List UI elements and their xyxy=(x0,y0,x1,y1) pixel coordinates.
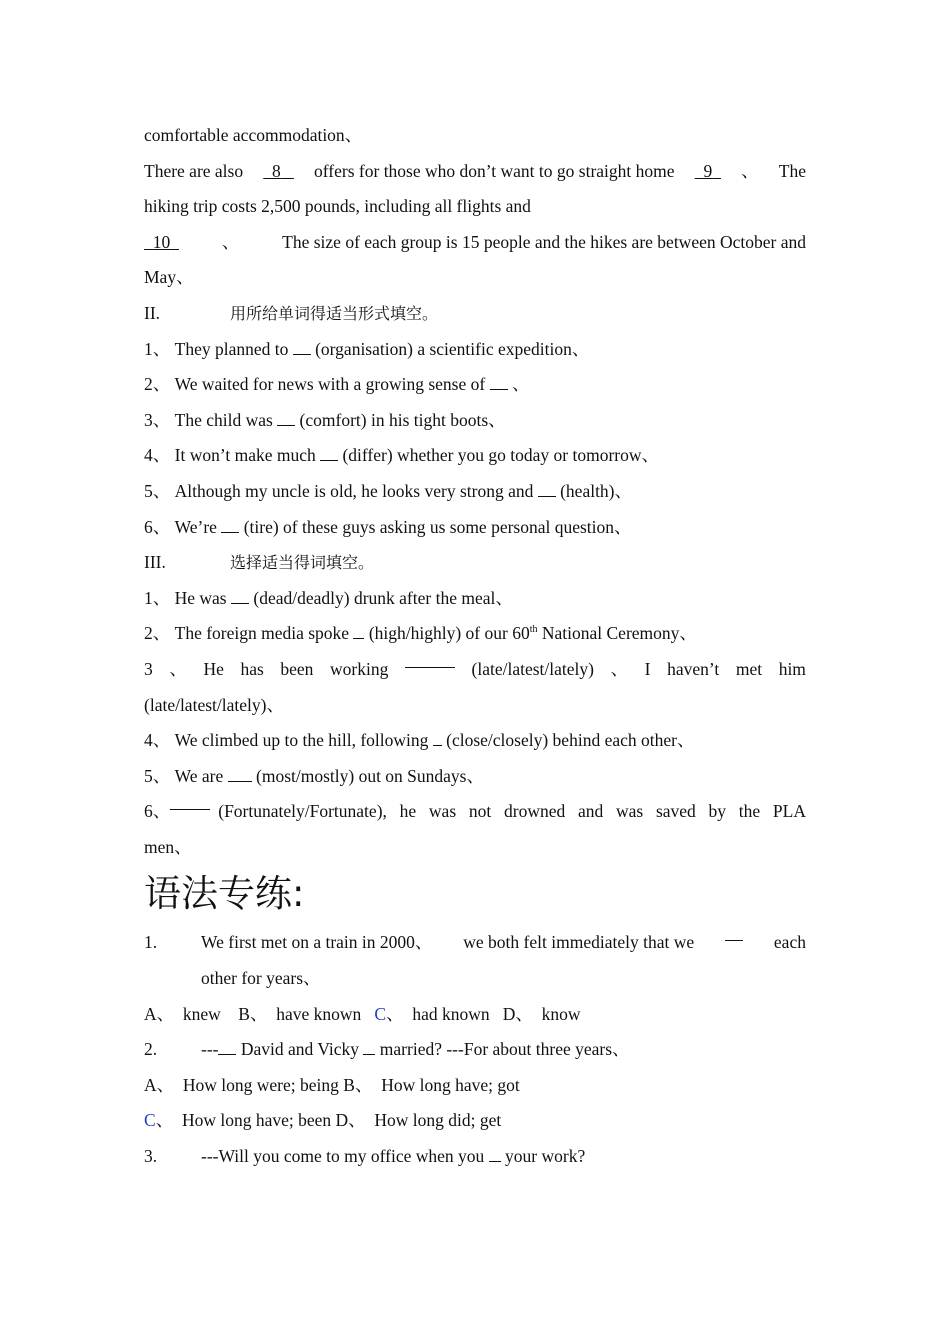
question-2 xyxy=(144,1032,806,1068)
passage-line xyxy=(144,118,806,154)
item-text: working xyxy=(330,658,389,679)
item-text: been xyxy=(280,658,314,679)
item-number: 1、 xyxy=(144,587,171,608)
exercise-item-continued xyxy=(144,688,806,724)
question-number: 1. xyxy=(144,932,158,953)
question-2-options-cd xyxy=(144,1103,806,1139)
item-number: 6、 xyxy=(144,516,171,537)
item-number: 2、 xyxy=(144,374,171,395)
item-text: (organisation) a scientific expedition、 xyxy=(315,338,590,359)
passage-text: May、 xyxy=(144,267,194,288)
item-number: 4、 xyxy=(144,445,171,466)
exercise-item xyxy=(144,794,806,830)
passage-line xyxy=(144,154,806,190)
passage-line xyxy=(144,225,806,261)
section-3-header xyxy=(144,545,806,581)
passage-text: The xyxy=(778,160,806,181)
passage-text: 、 xyxy=(221,231,240,252)
exercise-item xyxy=(144,581,806,617)
item-text: (dead/deadly) drunk after the meal、 xyxy=(253,587,513,608)
passage-line xyxy=(144,260,806,296)
exercise-item xyxy=(144,616,806,652)
answer-blank[interactable] xyxy=(538,481,556,497)
item-number: 3 xyxy=(144,658,153,679)
document-page xyxy=(144,118,806,1175)
item-number: 2、 xyxy=(144,623,171,644)
passage-text: offers for those who don’t want to go straight home xyxy=(314,160,675,181)
item-text: We climbed up to the hill, following xyxy=(174,730,429,751)
exercise-item xyxy=(144,332,806,368)
answer-blank[interactable] xyxy=(725,925,743,941)
answer-blank[interactable] xyxy=(489,1146,501,1162)
question-text: your work? xyxy=(505,1146,586,1167)
question-number: 2. xyxy=(144,1039,158,1060)
question-text: David and Vicky xyxy=(240,1039,360,1060)
question-1 xyxy=(144,925,806,961)
item-text: (late/latest/lately) xyxy=(471,658,594,679)
item-text: (high/highly) of our 60 xyxy=(368,623,530,644)
section-title: 选择适当得词填空。 xyxy=(230,553,375,573)
question-text: we both felt immediately that we xyxy=(463,932,695,953)
item-text: He was xyxy=(174,587,227,608)
section-title: 用所给单词得适当形式填空。 xyxy=(230,303,439,323)
item-text: (Fortunately/Fortunate), he was not drowned and was saved by the PLA xyxy=(218,801,806,822)
passage-line xyxy=(144,189,806,225)
item-text: We’re xyxy=(174,516,217,537)
question-text: other for years、 xyxy=(201,968,321,989)
exercise-item xyxy=(144,403,806,439)
answer-blank[interactable] xyxy=(490,374,508,390)
exercise-item xyxy=(144,474,806,510)
answer-blank[interactable] xyxy=(228,766,252,782)
item-text: National Ceremony、 xyxy=(541,623,697,644)
answer-blank[interactable] xyxy=(405,652,455,668)
item-text: 、 xyxy=(169,658,187,679)
question-2-options-ab xyxy=(144,1068,806,1104)
question-3 xyxy=(144,1139,806,1175)
exercise-item xyxy=(144,759,806,795)
item-text: We waited for news with a growing sense of xyxy=(174,374,486,395)
item-text: They planned to xyxy=(174,338,289,359)
answer-blank[interactable] xyxy=(277,410,295,426)
exercise-item-continued xyxy=(144,830,806,866)
item-text: He xyxy=(203,658,224,679)
item-number: 5、 xyxy=(144,480,171,501)
item-number: 1、 xyxy=(144,338,171,359)
question-number: 3. xyxy=(144,1146,158,1167)
passage-text: comfortable accommodation、 xyxy=(144,125,363,145)
option-b[interactable]: B、 have known xyxy=(238,1003,362,1024)
answer-letter: C xyxy=(144,1110,156,1131)
section-2-header xyxy=(144,296,806,332)
item-text: men、 xyxy=(144,836,192,857)
item-text: (late/latest/lately)、 xyxy=(144,694,284,715)
question-text: ---Will you come to my office when you xyxy=(201,1146,485,1167)
answer-blank[interactable] xyxy=(353,623,364,639)
passage-text: 、 xyxy=(741,160,759,181)
grammar-heading: 语法专练: xyxy=(144,872,305,916)
option-c[interactable]: C、 had known xyxy=(374,1003,490,1024)
answer-letter: C xyxy=(374,1003,387,1024)
item-text: Although my uncle is old, he looks very strong and xyxy=(174,480,534,501)
item-text: (close/closely) behind each other、 xyxy=(446,730,695,751)
blank-9[interactable]: 9 xyxy=(703,160,713,181)
option-b[interactable]: B、 How long have; got xyxy=(343,1074,520,1095)
item-number: 3、 xyxy=(144,409,171,430)
item-text: (most/mostly) out on Sundays、 xyxy=(256,765,484,786)
item-text: (differ) whether you go today or tomorrow、 xyxy=(342,445,660,466)
question-1-options xyxy=(144,997,806,1033)
item-text: It won’t make much xyxy=(174,445,316,466)
exercise-item xyxy=(144,367,806,403)
item-text: haven’t xyxy=(667,658,720,679)
question-text: --- xyxy=(201,1039,219,1060)
question-text: We first met on a train in 2000、 xyxy=(201,932,433,953)
section-number: III. xyxy=(144,552,166,573)
option-d[interactable]: D、 know xyxy=(502,1003,581,1024)
passage-text: The size of each group is 15 people and the hikes are between October and xyxy=(282,231,806,252)
item-number: 5、 xyxy=(144,765,171,786)
passage-text: hiking trip costs 2,500 pounds, including all flights and xyxy=(144,196,531,217)
option-a[interactable]: A、 knew xyxy=(144,1003,221,1024)
exercise-item xyxy=(144,438,806,474)
item-text: has xyxy=(240,658,264,679)
blank-8[interactable]: 8 xyxy=(272,160,281,181)
blank-10[interactable]: 10 xyxy=(152,231,171,252)
answer-blank[interactable] xyxy=(221,517,239,533)
item-text: The foreign media spoke xyxy=(174,623,350,644)
item-text: 、 xyxy=(511,374,530,395)
item-text: (tire) of these guys asking us some personal question、 xyxy=(243,516,632,537)
item-text: We are xyxy=(174,765,224,786)
item-text: 、 xyxy=(610,658,629,679)
passage-text: There are also xyxy=(144,160,244,181)
item-text: I xyxy=(644,658,651,679)
item-text: him xyxy=(778,658,806,679)
section-number: II. xyxy=(144,302,161,323)
answer-blank[interactable] xyxy=(433,730,442,746)
exercise-item xyxy=(144,510,806,546)
answer-blank[interactable] xyxy=(363,1039,375,1055)
question-text: married? ---For about three years、 xyxy=(379,1039,630,1060)
option-c[interactable]: C、 How long have; been xyxy=(144,1110,332,1131)
question-text: each xyxy=(773,932,806,953)
answer-blank[interactable] xyxy=(231,588,249,604)
answer-blank[interactable] xyxy=(293,339,311,355)
item-number: 6、 xyxy=(144,801,171,822)
exercise-item xyxy=(144,723,806,759)
answer-blank[interactable] xyxy=(320,445,338,461)
option-d[interactable]: D、 How long did; get xyxy=(335,1110,502,1131)
item-text: (comfort) in his tight boots、 xyxy=(299,409,506,430)
answer-blank[interactable] xyxy=(170,794,210,810)
item-text: (health)、 xyxy=(560,480,633,501)
answer-blank[interactable] xyxy=(218,1039,236,1055)
superscript: th xyxy=(529,624,538,636)
option-a[interactable]: A、 How long were; being xyxy=(144,1074,339,1095)
item-text: met xyxy=(735,658,763,679)
exercise-item xyxy=(144,652,806,688)
question-1-continued xyxy=(144,961,806,997)
item-text: The child was xyxy=(174,409,273,430)
item-number: 4、 xyxy=(144,730,171,751)
